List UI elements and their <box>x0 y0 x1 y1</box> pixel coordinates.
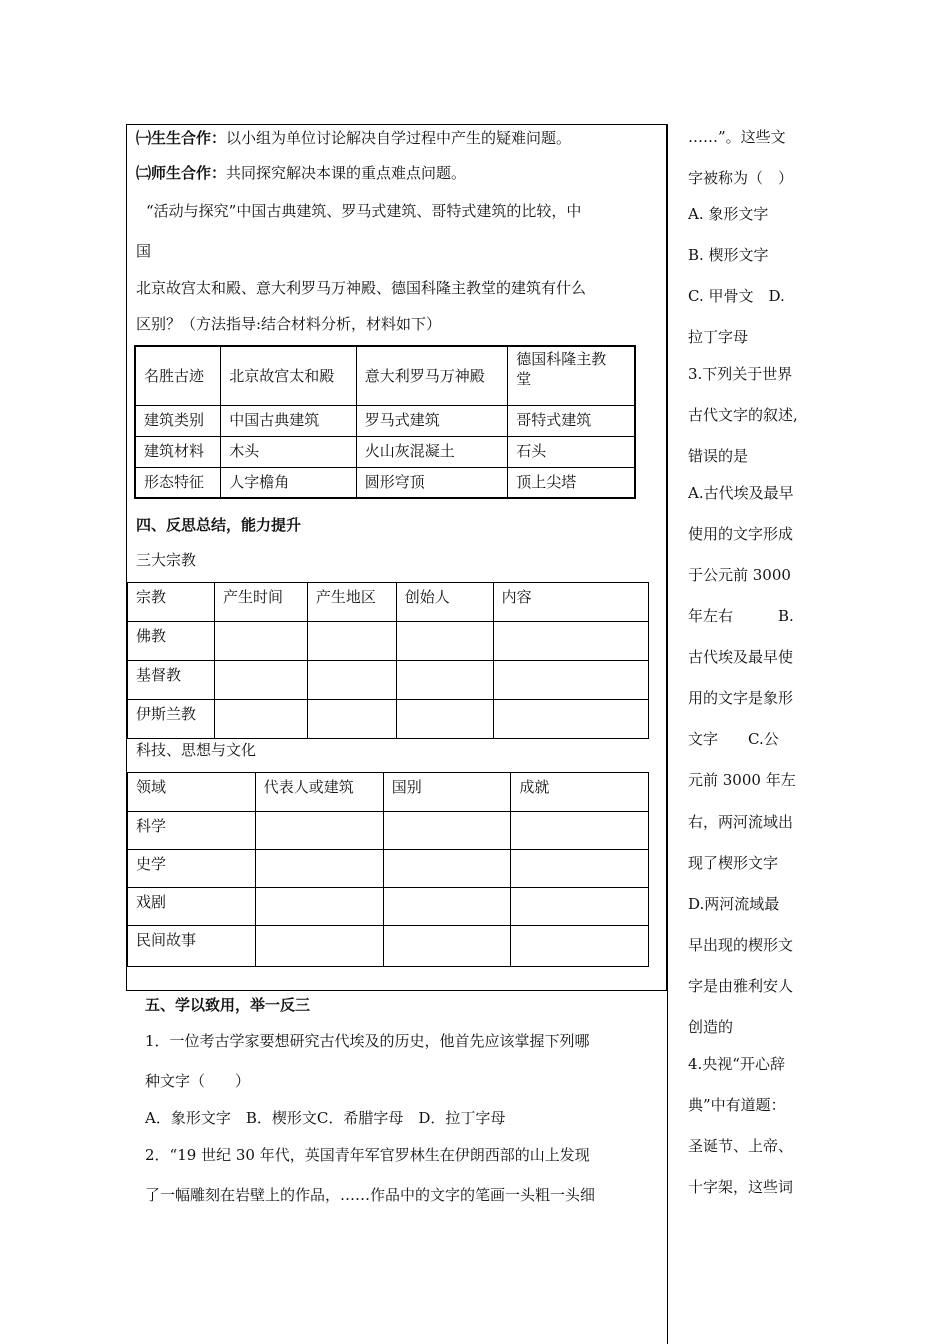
right-column-line: 元前 3000 年左 <box>688 771 796 789</box>
table-cell: 佛教 <box>128 622 215 661</box>
table-cell[interactable] <box>493 700 648 739</box>
cooperation-line-2 <box>136 163 466 183</box>
table-cell[interactable] <box>396 661 493 700</box>
table-cell[interactable] <box>511 850 649 888</box>
table-cell: 科学 <box>128 812 256 850</box>
table-cell[interactable] <box>255 812 383 850</box>
table-row <box>128 850 649 888</box>
right-column-line: 十字架，这些词 <box>688 1178 794 1196</box>
question-1-line-2: 种文字（ ） <box>145 1072 251 1090</box>
table-cell[interactable] <box>383 812 511 850</box>
right-column-line: 古代埃及最早使 <box>688 648 794 666</box>
table-header-cell: 领域 <box>128 773 256 812</box>
right-column-line: 用的文字是象形 <box>688 689 794 707</box>
table-header-cell: 产生时间 <box>214 583 307 622</box>
table-cell: 哥特式建筑 <box>508 405 635 436</box>
cooperation-1-text: 以小组为单位讨论解决自学过程中产生的疑难问题。 <box>226 129 572 147</box>
right-column-line: C. 甲骨文 D. <box>688 287 785 305</box>
table-cell: 基督教 <box>128 661 215 700</box>
activity-line-1: “活动与探究”中国古典建筑、罗马式建筑、哥特式建筑的比较，中 <box>146 202 582 220</box>
cooperation-line-1 <box>136 128 571 148</box>
table-cell[interactable] <box>214 700 307 739</box>
cooperation-2-text: 共同探究解决本课的重点难点问题。 <box>226 164 467 182</box>
right-column-line: 年左右 B. <box>688 607 794 625</box>
right-column-line: 现了楔形文字 <box>688 854 779 872</box>
table-header-cell: 创始人 <box>396 583 493 622</box>
cooperation-1-label: ㈠生生合作： <box>136 129 227 147</box>
section-4-title: 四、反思总结，能力提升 <box>136 516 302 534</box>
table-cell[interactable] <box>511 812 649 850</box>
table-row <box>128 812 649 850</box>
right-column-line: 右，两河流域出 <box>688 813 794 831</box>
table-cell[interactable] <box>383 850 511 888</box>
table-header-cell: 名胜古迹 <box>135 346 221 405</box>
table-cell[interactable] <box>396 622 493 661</box>
right-column-line: A.古代埃及最早 <box>688 484 794 502</box>
culture-table <box>127 772 649 967</box>
table-cell[interactable] <box>383 888 511 926</box>
table-cell[interactable] <box>255 926 383 967</box>
table-row <box>135 346 635 405</box>
right-column-line: 使用的文字形成 <box>688 525 794 543</box>
right-column-line: 圣诞节、上帝、 <box>688 1137 794 1155</box>
right-column-line: 错误的是 <box>688 447 749 465</box>
religions-table <box>127 582 649 739</box>
table-cell: 顶上尖塔 <box>508 467 635 498</box>
table-row <box>128 622 649 661</box>
table-cell: 人字檐角 <box>221 467 357 498</box>
table-header-cell <box>508 346 635 405</box>
table-cell[interactable] <box>511 926 649 967</box>
table-cell[interactable] <box>255 850 383 888</box>
activity-line-4: 区别？（方法指导:结合材料分析，材料如下） <box>136 315 442 333</box>
table-header-cell: 意大利罗马万神殿 <box>356 346 507 405</box>
table-cell: 建筑材料 <box>135 436 221 467</box>
table-row <box>128 773 649 812</box>
cooperation-2-label: ㈡师生合作： <box>136 164 227 182</box>
table-cell: 火山灰混凝土 <box>356 436 507 467</box>
architecture-table <box>134 345 636 499</box>
table-header-cell: 代表人或建筑 <box>255 773 383 812</box>
table-cell: 圆形穹顶 <box>356 467 507 498</box>
activity-line-3: 北京故宫太和殿、意大利罗马万神殿、德国科隆主教堂的建筑有什么 <box>136 279 587 297</box>
table-header-cell: 国别 <box>383 773 511 812</box>
table-cell[interactable] <box>307 661 396 700</box>
right-column-line: 早出现的楔形文 <box>688 936 794 954</box>
question-1-options: A．象形文字 B．楔形文C．希腊字母 D．拉丁字母 <box>145 1109 506 1127</box>
right-column-line: 典”中有道题： <box>688 1096 786 1114</box>
table-header-cell: 成就 <box>511 773 649 812</box>
table-cell[interactable] <box>214 661 307 700</box>
table-cell[interactable] <box>511 888 649 926</box>
question-2-line-2: 了一幅雕刻在岩壁上的作品，……作品中的文字的笔画一头粗一头细 <box>145 1186 596 1204</box>
question-1-line-1: 1．一位考古学家要想研究古代埃及的历史，他首先应该掌握下列哪 <box>145 1032 590 1050</box>
table-cell: 民间故事 <box>128 926 256 967</box>
right-column-line: D.两河流域最 <box>688 895 780 913</box>
table-cell: 罗马式建筑 <box>356 405 507 436</box>
table-cell: 伊斯兰教 <box>128 700 215 739</box>
right-column-line: 拉丁字母 <box>688 328 749 346</box>
table-cell: 建筑类别 <box>135 405 221 436</box>
table-cell[interactable] <box>307 622 396 661</box>
table-cell[interactable] <box>255 888 383 926</box>
right-column-line: 字是由雅利安人 <box>688 977 794 995</box>
right-column-line: B. 楔形文字 <box>688 246 769 264</box>
culture-caption: 科技、思想与文化 <box>136 741 257 759</box>
question-2-line-1: 2．“19 世纪 30 年代，英国青年军官罗林生在伊朗西部的山上发现 <box>145 1146 590 1164</box>
section-5-title: 五、学以致用，举一反三 <box>145 996 311 1014</box>
table-header-cell: 内容 <box>493 583 648 622</box>
header-part: 堂 <box>516 370 532 388</box>
table-header-cell: 北京故宫太和殿 <box>221 346 357 405</box>
table-row <box>135 467 635 498</box>
right-column-line: 3.下列关于世界 <box>688 365 793 383</box>
right-column-line: 古代文字的叙述, <box>688 406 798 424</box>
table-row <box>135 405 635 436</box>
table-cell: 戏剧 <box>128 888 256 926</box>
table-row <box>128 888 649 926</box>
table-row <box>135 436 635 467</box>
header-part: 德国科隆主教 <box>516 350 607 368</box>
right-column-line: 于公元前 3000 <box>688 566 791 584</box>
right-column-line: 4.央视“开心辞 <box>688 1055 785 1073</box>
right-column-line: ……”。这些文 <box>688 128 786 146</box>
table-cell: 中国古典建筑 <box>221 405 357 436</box>
table-row <box>128 926 649 967</box>
table-cell[interactable] <box>307 700 396 739</box>
table-cell[interactable] <box>214 622 307 661</box>
right-column-line: 创造的 <box>688 1018 734 1036</box>
right-column-line: 字被称为（ ） <box>688 169 794 187</box>
table-header-cell: 宗教 <box>128 583 215 622</box>
table-cell: 木头 <box>221 436 357 467</box>
table-cell[interactable] <box>383 926 511 967</box>
table-row <box>128 700 649 739</box>
table-row <box>128 583 649 622</box>
religions-caption: 三大宗教 <box>136 551 197 569</box>
right-column-line: 文字 C.公 <box>688 730 779 748</box>
table-cell[interactable] <box>493 661 648 700</box>
right-column-line: A. 象形文字 <box>688 205 769 223</box>
table-cell[interactable] <box>493 622 648 661</box>
column-divider <box>667 124 668 1344</box>
activity-line-2: 国 <box>136 242 152 260</box>
table-cell: 形态特征 <box>135 467 221 498</box>
table-cell[interactable] <box>396 700 493 739</box>
table-cell: 史学 <box>128 850 256 888</box>
table-row <box>128 661 649 700</box>
table-cell: 石头 <box>508 436 635 467</box>
table-header-cell: 产生地区 <box>307 583 396 622</box>
